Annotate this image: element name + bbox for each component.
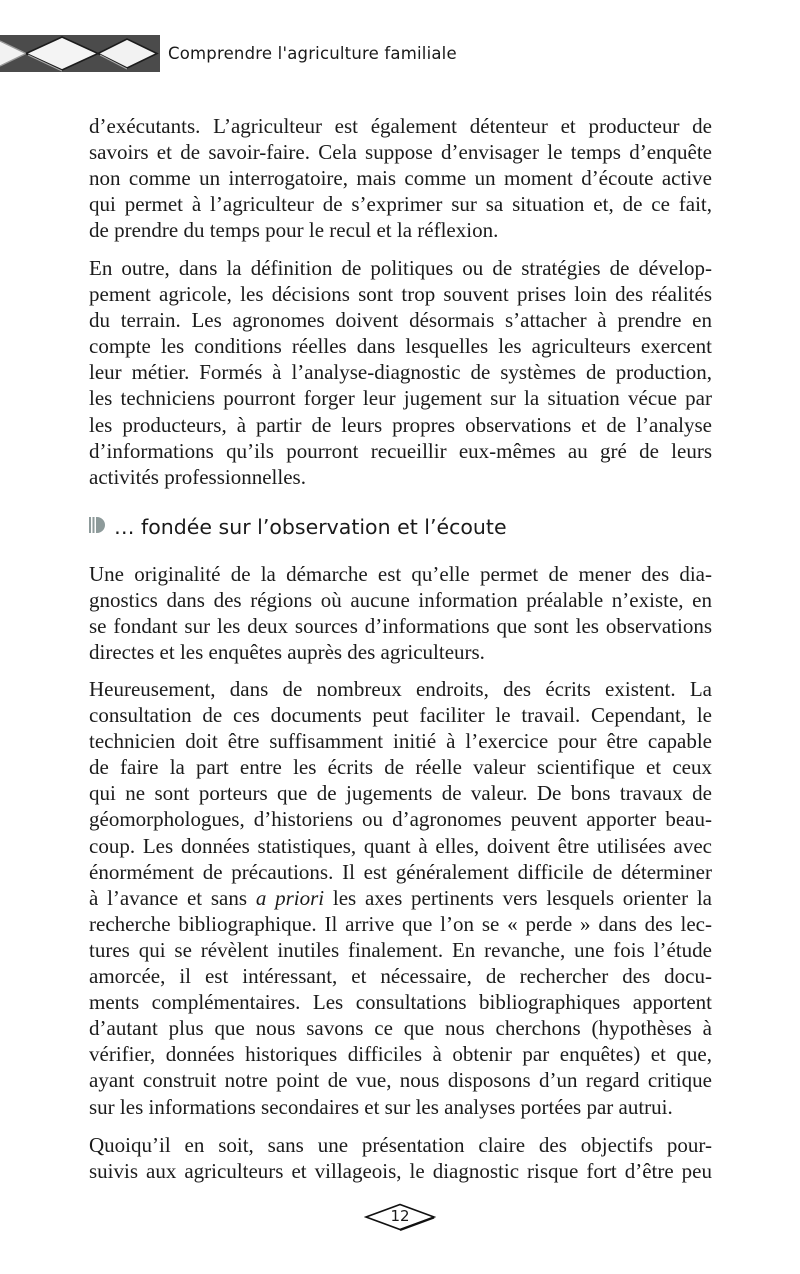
text-line: savoirs et de savoir-faire. Cela suppose d’envisager le temps d’enquête — [89, 140, 712, 165]
paragraph — [89, 676, 712, 1120]
text-line: suivis aux agriculteurs et villageois, le diagnostic risque fort d’être peu — [89, 1159, 712, 1184]
text-line-with-italic — [89, 885, 712, 911]
text-line: tures qui se révèlent inutiles finalement. En revanche, une fois l’étude — [89, 937, 712, 962]
page-number — [364, 1203, 436, 1231]
text-line: ayant construit notre point de vue, nous disposons d’un regard critique — [89, 1068, 712, 1093]
text-line: les producteurs, à partir de leurs propres observations et de l’analyse — [89, 412, 712, 437]
section-heading — [89, 512, 507, 542]
text-line: se fondant sur les deux sources d’informations que sont les observations — [89, 614, 712, 639]
page-number-text: 12 — [390, 1207, 410, 1225]
diamond-pattern-banner-icon — [0, 35, 160, 72]
section-heading-text: … fondée sur l’observation et l’écoute — [114, 515, 507, 539]
text-line: d’informations qu’ils pourront recueillir eux-mêmes au gré de leurs — [89, 438, 712, 463]
text-line: ments complémentaires. Les consultations bibliographiques apportent — [89, 990, 712, 1015]
text-line: non comme un interrogatoire, mais comme un moment d’écoute active — [89, 166, 712, 191]
text-line: pement agricole, les décisions sont trop souvent prises loin des réalités — [89, 282, 712, 307]
text-line: consultation de ces documents peut faciliter le travail. Cependant, le — [89, 703, 712, 728]
paragraph — [89, 255, 712, 490]
text-line: En outre, dans la définition de politiques ou de stratégies de dévelop- — [89, 256, 712, 280]
paragraph — [89, 1132, 712, 1184]
text-line: Une originalité de la démarche est qu’elle permet de mener des dia- — [89, 562, 712, 586]
text-line: amorcée, il est intéressant, et nécessaire, de rechercher des docu- — [89, 964, 712, 989]
text-line: recherche bibliographique. Il arrive que l’on se « perde » dans des lec- — [89, 911, 712, 936]
running-title: Comprendre l'agriculture familiale — [168, 44, 457, 63]
text-line: directes et les enquêtes auprès des agriculteurs. — [89, 640, 485, 665]
text-line: d’exécutants. L’agriculteur est également détenteur et producteur de — [89, 114, 712, 138]
text-line: technicien doit être suffisamment initié à l’exercice pour être capable — [89, 729, 712, 754]
section-marker-icon — [89, 515, 105, 539]
text-line: sur les informations secondaires et sur les analyses portées par autrui. — [89, 1094, 673, 1119]
text-line: Quoiqu’il en soit, sans une présentation claire des objectifs pour- — [89, 1133, 712, 1157]
text-line: d’autant plus que nous savons ce que nous cherchons (hypothèses à — [89, 1016, 712, 1041]
text-line: activités professionnelles. — [89, 464, 306, 489]
text-line: compte les conditions réelles dans lesquelles les agriculteurs exercent — [89, 334, 712, 359]
text-fragment: les axes pertinents vers lesquels orienter la — [324, 885, 712, 910]
text-line: de prendre du temps pour le recul et la réflexion. — [89, 218, 499, 243]
text-line: coup. Les données statistiques, quant à elles, doivent être utilisées avec — [89, 833, 712, 858]
text-line: Heureusement, dans de nombreux endroits, des écrits existent. La — [89, 677, 712, 701]
text-line: du terrain. Les agronomes doivent désormais s’attacher à prendre en — [89, 308, 712, 333]
page-header — [0, 35, 800, 73]
text-line: les techniciens pourront forger leur jugement sur la situation vécue par — [89, 386, 712, 411]
text-line: leur métier. Formés à l’analyse-diagnostic de systèmes de production, — [89, 360, 712, 385]
text-fragment: à l’avance et sans — [89, 885, 256, 910]
text-line: géomorphologues, d’historiens ou d’agronomes peuvent apporter beau- — [89, 807, 712, 832]
text-line: qui ne sont porteurs que de jugements de valeur. De bons travaux de — [89, 781, 712, 806]
text-line: gnostics dans des régions où aucune information préalable n’existe, en — [89, 588, 712, 613]
paragraph — [89, 561, 712, 665]
paragraph — [89, 113, 712, 243]
text-line: de faire la part entre les écrits de réelle valeur scientifique et ceux — [89, 755, 712, 780]
italic-term: a priori — [255, 885, 325, 910]
text-line: qui permet à l’agriculteur de s’exprimer sur sa situation et, de ce fait, — [89, 192, 712, 217]
text-line: vérifier, données historiques difficiles à obtenir par enquêtes) et que, — [89, 1042, 712, 1067]
text-line: énormément de précautions. Il est généralement difficile de déterminer — [89, 859, 712, 884]
